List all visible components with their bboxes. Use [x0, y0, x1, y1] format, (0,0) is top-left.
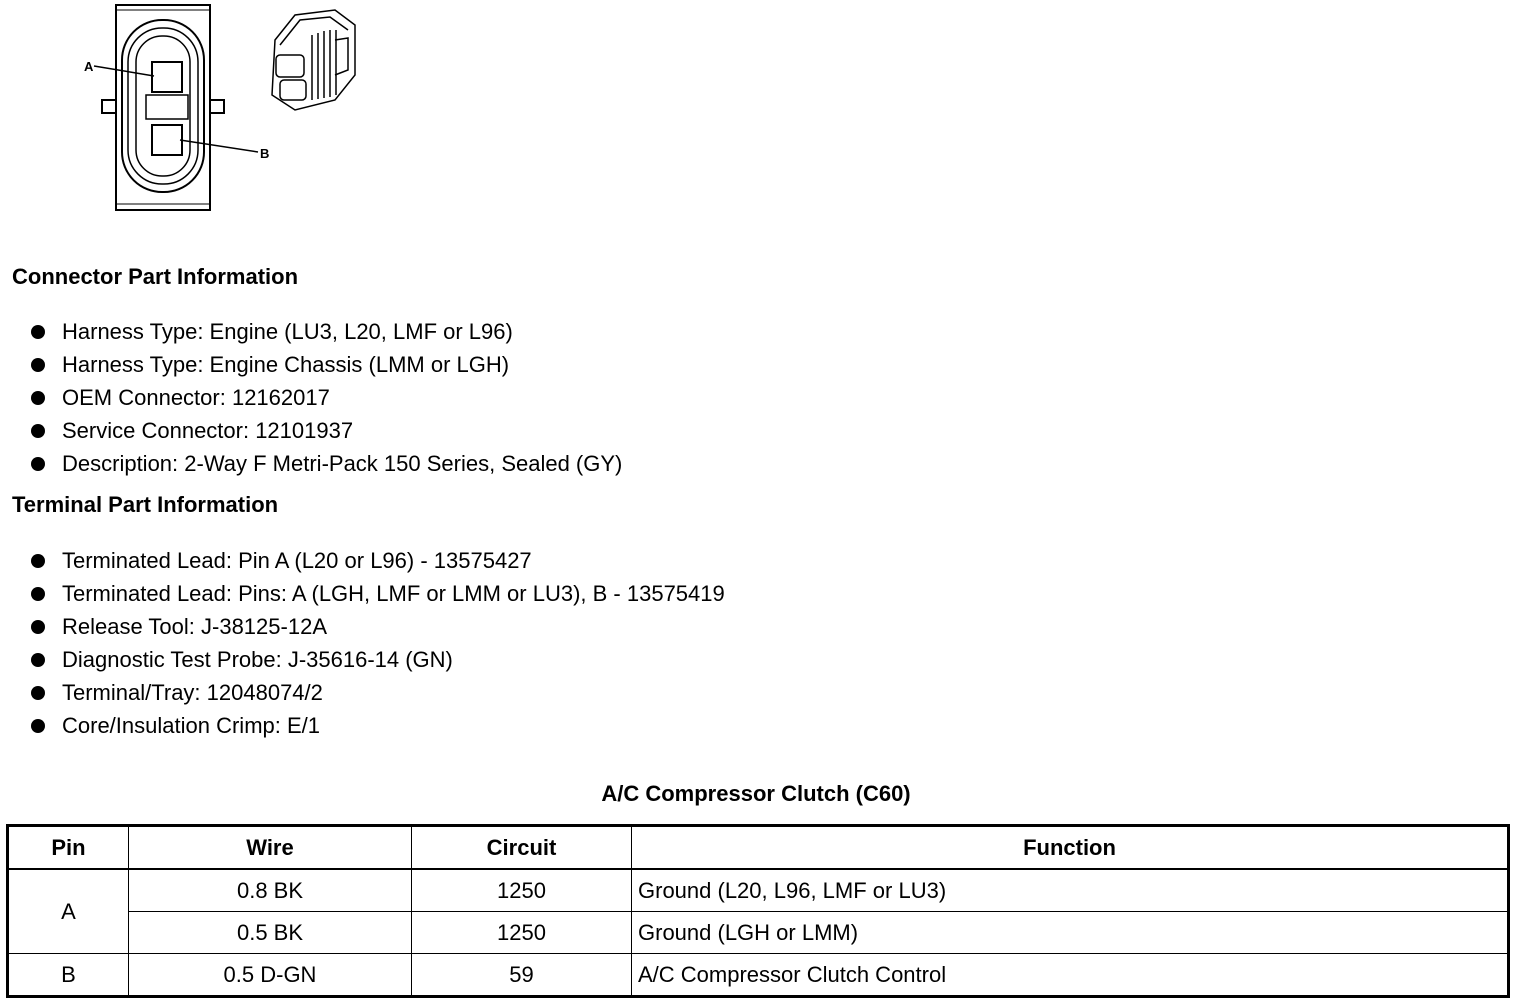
list-item: Diagnostic Test Probe: J-35616-14 (GN): [28, 643, 725, 676]
header-wire: Wire: [129, 826, 412, 870]
header-circuit: Circuit: [412, 826, 632, 870]
list-item: Harness Type: Engine (LU3, L20, LMF or L96): [28, 315, 622, 348]
connector-face-illustration: [80, 0, 380, 215]
connector-part-list: [28, 315, 622, 480]
list-item: Terminal/Tray: 12048074/2: [28, 676, 725, 709]
list-item: Core/Insulation Crimp: E/1: [28, 709, 725, 742]
cell-circuit: 59: [412, 954, 632, 997]
list-item: Release Tool: J-38125-12A: [28, 610, 725, 643]
list-item: Terminated Lead: Pin A (L20 or L96) - 13575427: [28, 544, 725, 577]
connector-diagram: [80, 0, 380, 215]
header-function: Function: [632, 826, 1509, 870]
pin-a-label: A: [84, 59, 94, 74]
list-item: Service Connector: 12101937: [28, 414, 622, 447]
cell-function: Ground (L20, L96, LMF or LU3): [632, 869, 1509, 912]
table-header-row: [8, 826, 1509, 870]
cell-wire: 0.8 BK: [129, 869, 412, 912]
terminal-part-heading: Terminal Part Information: [12, 492, 279, 517]
list-item: Harness Type: Engine Chassis (LMM or LGH): [28, 348, 622, 381]
table-row: [8, 912, 1509, 954]
connector-part-heading: Connector Part Information: [12, 264, 299, 289]
cell-function: Ground (LGH or LMM): [632, 912, 1509, 954]
list-item: Terminated Lead: Pins: A (LGH, LMF or LMM or LU3), B - 13575419: [28, 577, 725, 610]
list-item: Description: 2-Way F Metri-Pack 150 Series, Sealed (GY): [28, 447, 622, 480]
cell-circuit: 1250: [412, 869, 632, 912]
pin-b-label: B: [260, 146, 270, 161]
header-pin: Pin: [8, 826, 129, 870]
connector-iso-illustration: [272, 10, 355, 110]
cell-wire: 0.5 BK: [129, 912, 412, 954]
terminal-part-list: [28, 544, 725, 742]
table-row: [8, 869, 1509, 912]
list-item: OEM Connector: 12162017: [28, 381, 622, 414]
pin-table: [6, 824, 1510, 998]
cell-circuit: 1250: [412, 912, 632, 954]
table-title: A/C Compressor Clutch (C60): [601, 781, 911, 806]
cell-function: A/C Compressor Clutch Control: [632, 954, 1509, 997]
cell-pin: B: [8, 954, 129, 997]
cell-wire: 0.5 D-GN: [129, 954, 412, 997]
cell-pin: A: [8, 869, 129, 954]
table-row: [8, 954, 1509, 997]
